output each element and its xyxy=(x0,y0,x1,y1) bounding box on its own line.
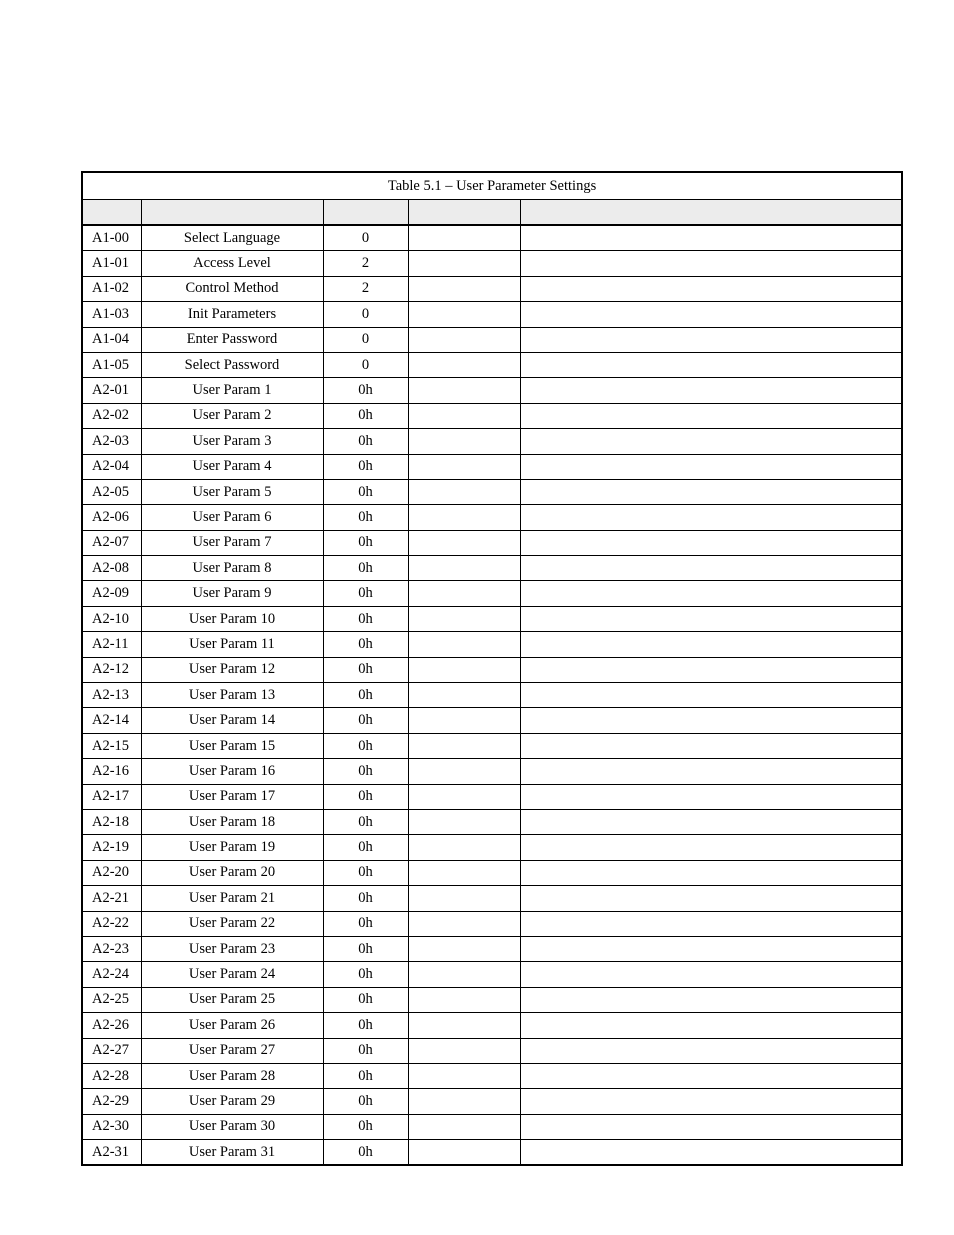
cell-parameter-no: A2-03 xyxy=(82,429,141,454)
cell-notes xyxy=(520,632,902,657)
cell-notes xyxy=(520,505,902,530)
cell-parameter-no: A2-02 xyxy=(82,403,141,428)
cell-setting xyxy=(408,378,520,403)
cell-setting xyxy=(408,302,520,327)
cell-parameter-name: User Param 15 xyxy=(141,733,323,758)
table-row xyxy=(82,809,902,834)
cell-default-value: 0h xyxy=(323,1114,408,1139)
table-row xyxy=(82,225,902,251)
cell-setting xyxy=(408,581,520,606)
cell-setting xyxy=(408,835,520,860)
cell-parameter-name: User Param 31 xyxy=(141,1140,323,1166)
table-row xyxy=(82,556,902,581)
cell-parameter-no: A2-10 xyxy=(82,606,141,631)
cell-default-value: 0h xyxy=(323,860,408,885)
cell-parameter-no: A2-26 xyxy=(82,1013,141,1038)
cell-parameter-name: User Param 3 xyxy=(141,429,323,454)
cell-setting xyxy=(408,276,520,301)
cell-parameter-name: Control Method xyxy=(141,276,323,301)
cell-notes xyxy=(520,302,902,327)
table-row xyxy=(82,505,902,530)
cell-notes xyxy=(520,1140,902,1166)
cell-default-value: 0 xyxy=(323,352,408,377)
cell-default-value: 0h xyxy=(323,1063,408,1088)
cell-default-value: 2 xyxy=(323,251,408,276)
cell-parameter-no: A2-06 xyxy=(82,505,141,530)
table-row xyxy=(82,327,902,352)
cell-notes xyxy=(520,911,902,936)
cell-parameter-no: A1-01 xyxy=(82,251,141,276)
table-row xyxy=(82,962,902,987)
cell-default-value: 0h xyxy=(323,556,408,581)
cell-default-value: 0h xyxy=(323,987,408,1012)
cell-parameter-name: User Param 17 xyxy=(141,784,323,809)
header-cell-parameter-no xyxy=(82,200,141,226)
cell-parameter-name: User Param 10 xyxy=(141,606,323,631)
cell-default-value: 0h xyxy=(323,936,408,961)
cell-parameter-no: A2-31 xyxy=(82,1140,141,1166)
cell-notes xyxy=(520,987,902,1012)
cell-setting xyxy=(408,479,520,504)
cell-parameter-name: User Param 22 xyxy=(141,911,323,936)
cell-parameter-no: A2-08 xyxy=(82,556,141,581)
cell-notes xyxy=(520,581,902,606)
cell-parameter-no: A2-19 xyxy=(82,835,141,860)
cell-default-value: 0h xyxy=(323,809,408,834)
cell-parameter-name: Select Language xyxy=(141,225,323,251)
cell-parameter-name: User Param 9 xyxy=(141,581,323,606)
cell-parameter-name: User Param 20 xyxy=(141,860,323,885)
cell-default-value: 0h xyxy=(323,784,408,809)
cell-default-value: 0h xyxy=(323,1140,408,1166)
cell-parameter-no: A1-05 xyxy=(82,352,141,377)
cell-parameter-name: User Param 26 xyxy=(141,1013,323,1038)
cell-notes xyxy=(520,454,902,479)
cell-parameter-no: A2-29 xyxy=(82,1089,141,1114)
cell-setting xyxy=(408,683,520,708)
cell-setting xyxy=(408,784,520,809)
cell-setting xyxy=(408,505,520,530)
cell-notes xyxy=(520,683,902,708)
table-row xyxy=(82,352,902,377)
cell-parameter-no: A2-11 xyxy=(82,632,141,657)
cell-notes xyxy=(520,378,902,403)
cell-parameter-name: User Param 14 xyxy=(141,708,323,733)
cell-default-value: 0h xyxy=(323,530,408,555)
cell-setting xyxy=(408,454,520,479)
cell-notes xyxy=(520,1013,902,1038)
header-cell-notes xyxy=(520,200,902,226)
cell-default-value: 0h xyxy=(323,479,408,504)
cell-notes xyxy=(520,225,902,251)
cell-setting xyxy=(408,1114,520,1139)
cell-notes xyxy=(520,403,902,428)
header-cell-setting xyxy=(408,200,520,226)
cell-notes xyxy=(520,276,902,301)
cell-default-value: 0h xyxy=(323,759,408,784)
cell-default-value: 0h xyxy=(323,581,408,606)
cell-parameter-name: User Param 30 xyxy=(141,1114,323,1139)
table-row xyxy=(82,1089,902,1114)
cell-parameter-no: A2-18 xyxy=(82,809,141,834)
table-row xyxy=(82,1038,902,1063)
cell-parameter-no: A2-21 xyxy=(82,886,141,911)
cell-notes xyxy=(520,860,902,885)
cell-notes xyxy=(520,657,902,682)
cell-notes xyxy=(520,327,902,352)
table-row xyxy=(82,708,902,733)
cell-parameter-name: User Param 13 xyxy=(141,683,323,708)
cell-parameter-no: A2-07 xyxy=(82,530,141,555)
cell-default-value: 0h xyxy=(323,886,408,911)
table-row xyxy=(82,378,902,403)
cell-setting xyxy=(408,606,520,631)
cell-setting xyxy=(408,708,520,733)
cell-parameter-no: A2-28 xyxy=(82,1063,141,1088)
cell-setting xyxy=(408,530,520,555)
cell-default-value: 0 xyxy=(323,302,408,327)
cell-notes xyxy=(520,809,902,834)
cell-setting xyxy=(408,962,520,987)
cell-notes xyxy=(520,759,902,784)
cell-setting xyxy=(408,860,520,885)
cell-default-value: 0h xyxy=(323,632,408,657)
table-row xyxy=(82,276,902,301)
table-row xyxy=(82,886,902,911)
table-header-row xyxy=(82,200,902,226)
cell-setting xyxy=(408,1038,520,1063)
cell-setting xyxy=(408,556,520,581)
cell-parameter-no: A2-04 xyxy=(82,454,141,479)
cell-default-value: 0h xyxy=(323,505,408,530)
table-row xyxy=(82,860,902,885)
cell-parameter-name: Enter Password xyxy=(141,327,323,352)
cell-parameter-name: User Param 18 xyxy=(141,809,323,834)
cell-default-value: 0h xyxy=(323,708,408,733)
cell-parameter-name: User Param 19 xyxy=(141,835,323,860)
cell-setting xyxy=(408,657,520,682)
cell-notes xyxy=(520,708,902,733)
cell-parameter-no: A1-04 xyxy=(82,327,141,352)
cell-parameter-name: User Param 11 xyxy=(141,632,323,657)
cell-setting xyxy=(408,403,520,428)
cell-notes xyxy=(520,479,902,504)
cell-setting xyxy=(408,1063,520,1088)
cell-parameter-no: A2-09 xyxy=(82,581,141,606)
cell-default-value: 0h xyxy=(323,403,408,428)
cell-parameter-name: User Param 4 xyxy=(141,454,323,479)
table-row xyxy=(82,733,902,758)
cell-parameter-name: Select Password xyxy=(141,352,323,377)
cell-notes xyxy=(520,784,902,809)
table-body xyxy=(82,225,902,1165)
cell-parameter-no: A2-25 xyxy=(82,987,141,1012)
cell-notes xyxy=(520,556,902,581)
cell-default-value: 0h xyxy=(323,1089,408,1114)
cell-notes xyxy=(520,835,902,860)
cell-setting xyxy=(408,251,520,276)
cell-setting xyxy=(408,809,520,834)
cell-default-value: 0h xyxy=(323,733,408,758)
user-parameter-table xyxy=(81,171,903,1166)
cell-default-value: 0h xyxy=(323,657,408,682)
cell-parameter-name: User Param 2 xyxy=(141,403,323,428)
cell-parameter-name: User Param 5 xyxy=(141,479,323,504)
cell-parameter-name: Init Parameters xyxy=(141,302,323,327)
cell-parameter-no: A2-24 xyxy=(82,962,141,987)
cell-setting xyxy=(408,911,520,936)
table-row xyxy=(82,403,902,428)
table-row xyxy=(82,835,902,860)
cell-default-value: 0h xyxy=(323,1038,408,1063)
cell-parameter-name: User Param 7 xyxy=(141,530,323,555)
cell-default-value: 2 xyxy=(323,276,408,301)
cell-parameter-name: User Param 23 xyxy=(141,936,323,961)
cell-parameter-no: A1-03 xyxy=(82,302,141,327)
cell-setting xyxy=(408,352,520,377)
cell-notes xyxy=(520,962,902,987)
cell-notes xyxy=(520,352,902,377)
cell-default-value: 0h xyxy=(323,454,408,479)
table-row xyxy=(82,429,902,454)
cell-setting xyxy=(408,936,520,961)
cell-default-value: 0h xyxy=(323,962,408,987)
header-cell-default-value xyxy=(323,200,408,226)
cell-default-value: 0h xyxy=(323,835,408,860)
cell-parameter-no: A2-17 xyxy=(82,784,141,809)
cell-parameter-no: A2-20 xyxy=(82,860,141,885)
cell-default-value: 0h xyxy=(323,606,408,631)
cell-parameter-name: User Param 1 xyxy=(141,378,323,403)
table-row xyxy=(82,454,902,479)
cell-parameter-no: A2-23 xyxy=(82,936,141,961)
cell-parameter-no: A2-14 xyxy=(82,708,141,733)
cell-notes xyxy=(520,1038,902,1063)
cell-setting xyxy=(408,1013,520,1038)
cell-setting xyxy=(408,327,520,352)
table-row xyxy=(82,530,902,555)
cell-setting xyxy=(408,632,520,657)
cell-parameter-no: A2-30 xyxy=(82,1114,141,1139)
cell-parameter-name: User Param 6 xyxy=(141,505,323,530)
cell-notes xyxy=(520,530,902,555)
cell-parameter-no: A1-00 xyxy=(82,225,141,251)
table-row xyxy=(82,1140,902,1166)
table-row xyxy=(82,936,902,961)
cell-parameter-name: Access Level xyxy=(141,251,323,276)
cell-setting xyxy=(408,429,520,454)
cell-setting xyxy=(408,759,520,784)
cell-parameter-no: A2-05 xyxy=(82,479,141,504)
cell-notes xyxy=(520,1089,902,1114)
cell-notes xyxy=(520,936,902,961)
table-row xyxy=(82,911,902,936)
cell-default-value: 0 xyxy=(323,225,408,251)
cell-parameter-no: A2-12 xyxy=(82,657,141,682)
cell-parameter-name: User Param 24 xyxy=(141,962,323,987)
table-row xyxy=(82,657,902,682)
cell-parameter-no: A2-16 xyxy=(82,759,141,784)
cell-parameter-name: User Param 21 xyxy=(141,886,323,911)
cell-setting xyxy=(408,1140,520,1166)
cell-setting xyxy=(408,733,520,758)
cell-parameter-name: User Param 25 xyxy=(141,987,323,1012)
table-row xyxy=(82,784,902,809)
cell-parameter-no: A2-15 xyxy=(82,733,141,758)
table-row xyxy=(82,1013,902,1038)
table-caption: Table 5.1 – User Parameter Settings xyxy=(82,172,902,200)
cell-parameter-name: User Param 28 xyxy=(141,1063,323,1088)
cell-parameter-no: A2-13 xyxy=(82,683,141,708)
header-cell-parameter-name xyxy=(141,200,323,226)
table-row xyxy=(82,1114,902,1139)
table-row xyxy=(82,581,902,606)
cell-parameter-name: User Param 16 xyxy=(141,759,323,784)
table-row xyxy=(82,302,902,327)
cell-notes xyxy=(520,733,902,758)
cell-default-value: 0h xyxy=(323,378,408,403)
cell-setting xyxy=(408,1089,520,1114)
table-row xyxy=(82,1063,902,1088)
cell-parameter-no: A1-02 xyxy=(82,276,141,301)
cell-parameter-no: A2-27 xyxy=(82,1038,141,1063)
table-row xyxy=(82,606,902,631)
cell-parameter-name: User Param 8 xyxy=(141,556,323,581)
cell-parameter-name: User Param 27 xyxy=(141,1038,323,1063)
cell-notes xyxy=(520,606,902,631)
cell-notes xyxy=(520,251,902,276)
cell-default-value: 0h xyxy=(323,429,408,454)
cell-default-value: 0h xyxy=(323,1013,408,1038)
cell-notes xyxy=(520,886,902,911)
cell-notes xyxy=(520,1114,902,1139)
cell-setting xyxy=(408,987,520,1012)
cell-default-value: 0 xyxy=(323,327,408,352)
table-row xyxy=(82,632,902,657)
cell-notes xyxy=(520,1063,902,1088)
cell-setting xyxy=(408,225,520,251)
table-row xyxy=(82,683,902,708)
cell-parameter-name: User Param 12 xyxy=(141,657,323,682)
table-row xyxy=(82,987,902,1012)
cell-setting xyxy=(408,886,520,911)
cell-parameter-no: A2-22 xyxy=(82,911,141,936)
table-row xyxy=(82,251,902,276)
cell-parameter-no: A2-01 xyxy=(82,378,141,403)
cell-notes xyxy=(520,429,902,454)
cell-default-value: 0h xyxy=(323,683,408,708)
cell-default-value: 0h xyxy=(323,911,408,936)
table-row xyxy=(82,759,902,784)
cell-parameter-name: User Param 29 xyxy=(141,1089,323,1114)
table-row xyxy=(82,479,902,504)
